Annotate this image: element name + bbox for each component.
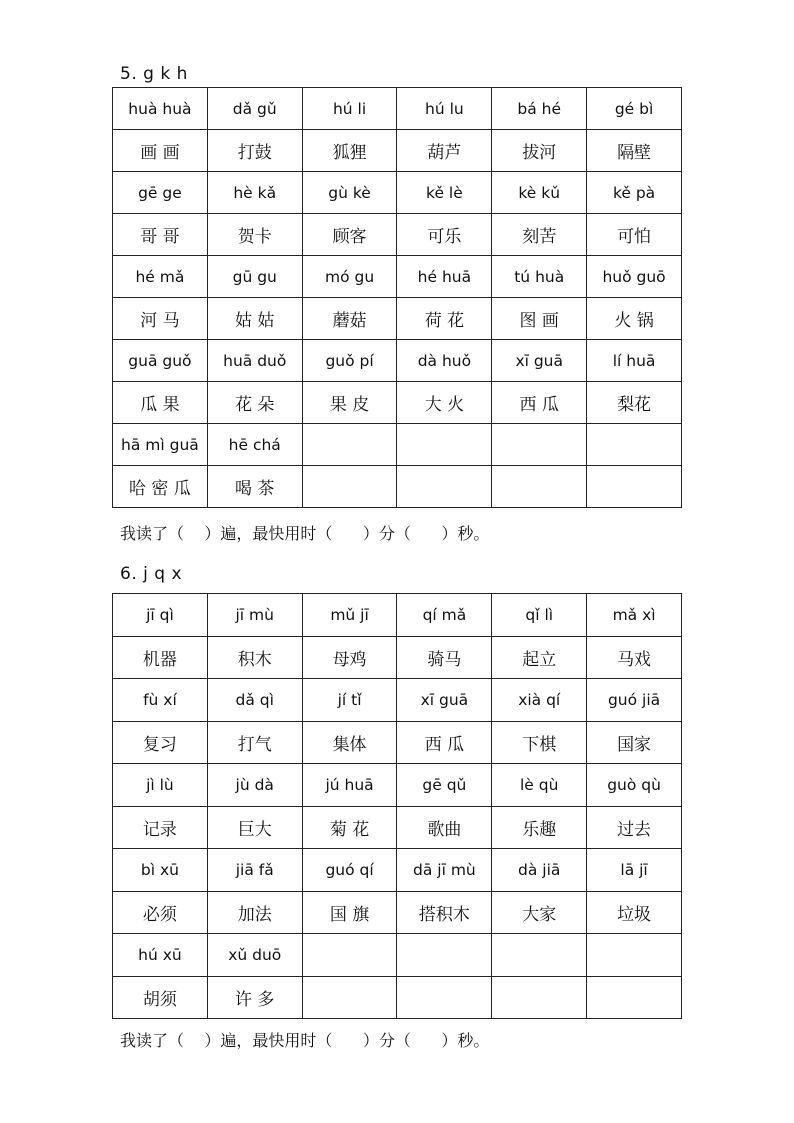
pinyin-row xyxy=(113,256,682,298)
pinyin-cell: jú huā xyxy=(302,764,397,807)
pinyin-cell: hú xū xyxy=(113,934,208,977)
hanzi-cell: 国 旗 xyxy=(302,891,397,934)
pinyin-cell: hé mǎ xyxy=(113,256,208,298)
hanzi-cell: 狐狸 xyxy=(302,130,397,172)
pinyin-cell: mǔ jī xyxy=(302,594,397,637)
hanzi-cell: 姑 姑 xyxy=(207,298,302,340)
hanzi-cell: 母鸡 xyxy=(302,636,397,679)
pinyin-cell: xī guā xyxy=(397,679,492,722)
pinyin-cell: xià qí xyxy=(492,679,587,722)
pinyin-cell: hè kǎ xyxy=(207,172,302,214)
empty-cell xyxy=(587,976,682,1019)
pinyin-row xyxy=(113,424,682,466)
pinyin-cell: dǎ qì xyxy=(207,679,302,722)
pinyin-cell: dā jī mù xyxy=(397,849,492,892)
pinyin-cell: guó jiā xyxy=(587,679,682,722)
pinyin-row xyxy=(113,849,682,892)
pinyin-cell: dǎ gǔ xyxy=(207,88,302,130)
pinyin-cell: qǐ lì xyxy=(492,594,587,637)
hanzi-cell: 许 多 xyxy=(207,976,302,1019)
empty-cell xyxy=(302,466,397,508)
pinyin-cell: hú li xyxy=(302,88,397,130)
pinyin-cell: gū gu xyxy=(207,256,302,298)
hanzi-cell: 积木 xyxy=(207,636,302,679)
hanzi-cell: 打鼓 xyxy=(207,130,302,172)
pinyin-cell: jī mù xyxy=(207,594,302,637)
pinyin-cell: huà huà xyxy=(113,88,208,130)
empty-cell xyxy=(587,466,682,508)
hanzi-cell: 荷 花 xyxy=(397,298,492,340)
hanzi-cell: 隔壁 xyxy=(587,130,682,172)
section-title-jqx: 6. j q x xyxy=(120,564,183,584)
word-table-gkh xyxy=(112,87,682,508)
hanzi-cell: 果 皮 xyxy=(302,382,397,424)
hanzi-cell: 西 瓜 xyxy=(397,721,492,764)
empty-cell xyxy=(397,934,492,977)
pinyin-cell: guó qí xyxy=(302,849,397,892)
empty-cell xyxy=(492,424,587,466)
hanzi-row xyxy=(113,466,682,508)
hanzi-cell: 顾客 xyxy=(302,214,397,256)
empty-cell xyxy=(587,424,682,466)
hanzi-row xyxy=(113,382,682,424)
hanzi-cell: 火 锅 xyxy=(587,298,682,340)
empty-cell xyxy=(302,424,397,466)
pinyin-row xyxy=(113,594,682,637)
pinyin-cell: gē ge xyxy=(113,172,208,214)
hanzi-cell: 图 画 xyxy=(492,298,587,340)
hanzi-cell: 打气 xyxy=(207,721,302,764)
pinyin-cell: gù kè xyxy=(302,172,397,214)
hanzi-cell: 拔河 xyxy=(492,130,587,172)
pinyin-cell: mó gu xyxy=(302,256,397,298)
pinyin-cell: mǎ xì xyxy=(587,594,682,637)
hanzi-cell: 集体 xyxy=(302,721,397,764)
hanzi-cell: 蘑菇 xyxy=(302,298,397,340)
hanzi-cell: 葫芦 xyxy=(397,130,492,172)
hanzi-cell: 喝 茶 xyxy=(207,466,302,508)
hanzi-cell: 哥 哥 xyxy=(113,214,208,256)
pinyin-row xyxy=(113,934,682,977)
pinyin-cell: huǒ guō xyxy=(587,256,682,298)
pinyin-row xyxy=(113,172,682,214)
hanzi-cell: 巨大 xyxy=(207,806,302,849)
hanzi-cell: 下棋 xyxy=(492,721,587,764)
empty-cell xyxy=(302,934,397,977)
hanzi-cell: 菊 花 xyxy=(302,806,397,849)
hanzi-cell: 贺卡 xyxy=(207,214,302,256)
reading-record-gkh: 我读了（ ）遍，最快用时（ ）分（ ）秒。 xyxy=(120,524,490,543)
empty-cell xyxy=(397,466,492,508)
pinyin-cell: huā duǒ xyxy=(207,340,302,382)
pinyin-cell: xī guā xyxy=(492,340,587,382)
hanzi-cell: 加法 xyxy=(207,891,302,934)
hanzi-cell: 垃圾 xyxy=(587,891,682,934)
pinyin-row xyxy=(113,679,682,722)
pinyin-cell: kě pà xyxy=(587,172,682,214)
hanzi-row xyxy=(113,298,682,340)
hanzi-cell: 国家 xyxy=(587,721,682,764)
hanzi-cell: 胡须 xyxy=(113,976,208,1019)
pinyin-cell: qí mǎ xyxy=(397,594,492,637)
reading-record-jqx: 我读了（ ）遍，最快用时（ ）分（ ）秒。 xyxy=(120,1031,490,1050)
hanzi-cell: 复习 xyxy=(113,721,208,764)
pinyin-cell: xǔ duō xyxy=(207,934,302,977)
pinyin-cell: gē qǔ xyxy=(397,764,492,807)
empty-cell xyxy=(492,976,587,1019)
empty-cell xyxy=(397,976,492,1019)
hanzi-cell: 起立 xyxy=(492,636,587,679)
hanzi-row xyxy=(113,214,682,256)
empty-cell xyxy=(302,976,397,1019)
hanzi-row xyxy=(113,130,682,172)
hanzi-cell: 哈 密 瓜 xyxy=(113,466,208,508)
pinyin-cell: fù xí xyxy=(113,679,208,722)
hanzi-cell: 刻苦 xyxy=(492,214,587,256)
pinyin-cell: bì xū xyxy=(113,849,208,892)
pinyin-cell: dà huǒ xyxy=(397,340,492,382)
empty-cell xyxy=(492,466,587,508)
hanzi-row xyxy=(113,976,682,1019)
hanzi-cell: 大家 xyxy=(492,891,587,934)
pinyin-cell: jí tǐ xyxy=(302,679,397,722)
hanzi-cell: 大 火 xyxy=(397,382,492,424)
pinyin-cell: hē chá xyxy=(207,424,302,466)
hanzi-cell: 瓜 果 xyxy=(113,382,208,424)
pinyin-cell: jiā fǎ xyxy=(207,849,302,892)
hanzi-cell: 必须 xyxy=(113,891,208,934)
section-title-gkh: 5. g k h xyxy=(120,64,188,84)
hanzi-row xyxy=(113,806,682,849)
pinyin-cell: dà jiā xyxy=(492,849,587,892)
hanzi-cell: 可乐 xyxy=(397,214,492,256)
hanzi-cell: 过去 xyxy=(587,806,682,849)
pinyin-cell: tú huà xyxy=(492,256,587,298)
pinyin-cell: lí huā xyxy=(587,340,682,382)
hanzi-cell: 乐趣 xyxy=(492,806,587,849)
hanzi-cell: 河 马 xyxy=(113,298,208,340)
hanzi-cell: 画 画 xyxy=(113,130,208,172)
pinyin-cell: guā guǒ xyxy=(113,340,208,382)
word-table-jqx xyxy=(112,593,682,1019)
pinyin-row xyxy=(113,340,682,382)
hanzi-cell: 西 瓜 xyxy=(492,382,587,424)
pinyin-cell: bá hé xyxy=(492,88,587,130)
empty-cell xyxy=(397,424,492,466)
hanzi-cell: 梨花 xyxy=(587,382,682,424)
pinyin-cell: kè kǔ xyxy=(492,172,587,214)
pinyin-cell: lè qù xyxy=(492,764,587,807)
pinyin-cell: hú lu xyxy=(397,88,492,130)
hanzi-row xyxy=(113,721,682,764)
hanzi-cell: 骑马 xyxy=(397,636,492,679)
pinyin-cell: jì lù xyxy=(113,764,208,807)
hanzi-cell: 机器 xyxy=(113,636,208,679)
hanzi-row xyxy=(113,636,682,679)
empty-cell xyxy=(492,934,587,977)
hanzi-cell: 可怕 xyxy=(587,214,682,256)
pinyin-cell: hé huā xyxy=(397,256,492,298)
pinyin-cell: gé bì xyxy=(587,88,682,130)
pinyin-row xyxy=(113,88,682,130)
empty-cell xyxy=(587,934,682,977)
pinyin-cell: lā jī xyxy=(587,849,682,892)
pinyin-cell: guǒ pí xyxy=(302,340,397,382)
hanzi-cell: 记录 xyxy=(113,806,208,849)
pinyin-cell: jù dà xyxy=(207,764,302,807)
pinyin-cell: kě lè xyxy=(397,172,492,214)
hanzi-cell: 歌曲 xyxy=(397,806,492,849)
hanzi-cell: 花 朵 xyxy=(207,382,302,424)
hanzi-row xyxy=(113,891,682,934)
hanzi-cell: 搭积木 xyxy=(397,891,492,934)
pinyin-row xyxy=(113,764,682,807)
pinyin-cell: hā mì guā xyxy=(113,424,208,466)
pinyin-cell: jī qì xyxy=(113,594,208,637)
hanzi-cell: 马戏 xyxy=(587,636,682,679)
pinyin-cell: guò qù xyxy=(587,764,682,807)
